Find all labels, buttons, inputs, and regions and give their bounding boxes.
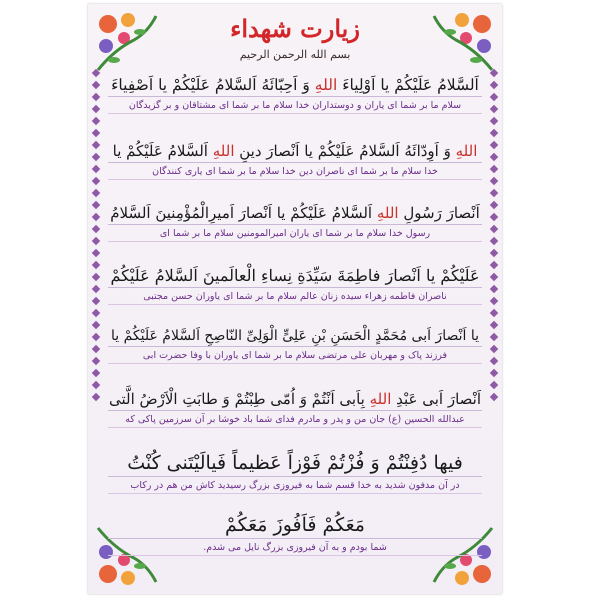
line-divider — [108, 113, 482, 114]
diamond-ornament — [490, 393, 498, 401]
line-divider — [108, 363, 482, 364]
diamond-ornament — [92, 273, 100, 281]
arabic-segment: وَ اَحِبّائَهُ اَلسَّلامُ عَلَیْکُمْ یا اَصْفِیاءَ — [111, 76, 315, 94]
line-divider — [108, 427, 482, 428]
diamond-ornament — [490, 273, 498, 281]
diamond-ornament — [490, 189, 498, 197]
diamond-ornament — [92, 381, 100, 389]
arabic-segment: اَنْصارَ رَسُولِ — [398, 204, 480, 222]
diamond-ornament — [490, 201, 498, 209]
arabic-verse — [108, 266, 482, 288]
right-ornament-border — [488, 64, 500, 534]
diamond-ornament — [490, 117, 498, 125]
divine-name: اللهِ — [376, 204, 399, 222]
diamond-ornament — [92, 369, 100, 377]
diamond-ornament — [92, 93, 100, 101]
divine-name: اللهِ — [455, 142, 478, 160]
diamond-ornament — [490, 141, 498, 149]
diamond-ornament — [92, 393, 100, 401]
diamond-ornament — [92, 297, 100, 305]
diamond-ornament — [92, 153, 100, 161]
diamond-ornament — [92, 129, 100, 137]
diamond-ornament — [490, 225, 498, 233]
arabic-segment: عَلَیْکُمْ یا اَنْصارَ فاطِمَةَ سَیِّدَةِ نِساءِ الْعالَمینَ اَلسَّلامُ عَلَیْکُمْ — [110, 266, 480, 285]
arabic-verse — [108, 452, 482, 477]
persian-translation: ناصران فاطمه زهراء سیده زنان عالم سلام ما بر شما ای یاوران حسن مجتبی — [143, 291, 447, 302]
left-ornament-border — [90, 64, 102, 534]
diamond-ornament — [490, 249, 498, 257]
persian-translation: خدا سلام ما بر شما ای ناصران دین خدا سلام ما بر شما ای یاری کنندگان — [152, 166, 438, 177]
arabic-segment: اَلسَّلامُ عَلَیْکُمْ یا اَوْلِیاءَ — [337, 76, 479, 94]
diamond-ornament — [92, 309, 100, 317]
diamond-ornament — [92, 81, 100, 89]
verse-line — [108, 328, 482, 364]
arabic-segment: وَ اَوِدّائَهُ اَلسَّلامُ عَلَیْکُمْ یا اَنْصارَ دینِ — [234, 142, 456, 160]
arabic-verse — [108, 76, 482, 97]
divine-name: اللهِ — [314, 76, 338, 94]
verse-line — [108, 76, 482, 114]
diamond-ornament — [92, 189, 100, 197]
arabic-segment: اَلسَّلامُ عَلَیْکُمْ یا اَنْصارَ اَمیرِالْمُؤْمِنینَ اَلسَّلامُ — [110, 204, 377, 222]
diamond-ornament — [490, 105, 498, 113]
arabic-segment: اَلسَّلامُ عَلَیْکُمْ یا — [112, 142, 213, 160]
ziyarat-card — [88, 4, 502, 594]
diamond-ornament — [92, 165, 100, 173]
diamond-ornament — [490, 309, 498, 317]
line-divider — [108, 493, 482, 494]
line-divider — [108, 179, 482, 180]
persian-translation: عبدالله الحسین (ع) جان من و پدر و مادرم فدای شما باد خوشا بر آن سرزمین پاکی که — [125, 414, 465, 425]
diamond-ornament — [490, 237, 498, 245]
diamond-ornament — [92, 261, 100, 269]
arabic-verse — [108, 514, 482, 539]
diamond-ornament — [92, 177, 100, 185]
diamond-ornament — [490, 321, 498, 329]
arabic-segment: بِاَبی اَنْتُمْ وَ اُمّی طِبْتُمْ وَ طابَتِ الْاَرْضُ الَّتی — [108, 390, 370, 408]
diamond-ornament — [490, 333, 498, 341]
persian-translation: سلام ما بر شما ای یاران و دوستداران خدا سلام ما بر شما ای مشتاقان و بر گزیدگان — [128, 100, 462, 111]
verse-line — [108, 204, 482, 242]
diamond-ornament — [490, 357, 498, 365]
arabic-segment: فیها دُفِنْتُمْ وَ فُزْتُمْ فَوْزاً عَظیماً فَیالَیْتَنی کُنْتُ — [127, 452, 463, 474]
line-divider — [108, 555, 482, 556]
diamond-ornament — [92, 249, 100, 257]
persian-translation: فرزند پاک و مهربان علی مرتضی سلام ما بر شما ای یاوران با وفا حضرت ابی — [142, 350, 448, 361]
diamond-ornament — [92, 333, 100, 341]
diamond-ornament — [490, 213, 498, 221]
line-divider — [108, 241, 482, 242]
diamond-ornament — [92, 345, 100, 353]
page-title: زیارت شهداء — [230, 14, 360, 43]
diamond-ornament — [490, 285, 498, 293]
diamond-ornament — [92, 105, 100, 113]
arabic-verse — [108, 390, 482, 411]
diamond-ornament — [92, 357, 100, 365]
arabic-segment: یا اَنْصارَ اَبی مُحَمَّدٍ الْحَسَنِ بْنِ عَلِیٍّ الْوَلِیِّ النّاصِحِ اَلسَّلامُ عَلَیْکُمْ یا — [110, 328, 480, 344]
diamond-ornament — [490, 369, 498, 377]
diamond-ornament — [490, 129, 498, 137]
diamond-ornament — [490, 381, 498, 389]
diamond-ornament — [490, 261, 498, 269]
arabic-segment: اَنْصارَ اَبی عَبْدِ — [391, 390, 482, 408]
verse-line — [108, 514, 482, 556]
diamond-ornament — [92, 285, 100, 293]
divine-name: اللهِ — [369, 390, 392, 408]
arabic-verse — [108, 142, 482, 163]
persian-translation: رسول خدا سلام ما بر شما ای یاران امیرالمومنین سلام ما بر شما ای — [159, 228, 431, 239]
diamond-ornament — [92, 117, 100, 125]
diamond-ornament — [490, 93, 498, 101]
diamond-ornament — [92, 213, 100, 221]
diamond-ornament — [490, 165, 498, 173]
verse-line — [108, 452, 482, 494]
diamond-ornament — [490, 177, 498, 185]
arabic-verse — [108, 204, 482, 225]
diamond-ornament — [490, 345, 498, 353]
arabic-verse — [108, 328, 482, 347]
diamond-ornament — [92, 201, 100, 209]
arabic-segment: مَعَکُمْ فَاَفُوزَ مَعَکُمْ — [225, 514, 365, 536]
persian-translation: در آن مدفون شدید به خدا قسم شما به فیروزی بزرگ رسیدید کاش من هم در رکاب — [130, 480, 460, 491]
diamond-ornament — [92, 225, 100, 233]
verse-line — [108, 142, 482, 180]
basmala: بسم الله الرحمن الرحیم — [239, 48, 351, 61]
line-divider — [108, 304, 482, 305]
diamond-ornament — [92, 321, 100, 329]
diamond-ornament — [92, 141, 100, 149]
divine-name: اللهِ — [212, 142, 235, 160]
verse-line — [108, 266, 482, 305]
diamond-ornament — [490, 153, 498, 161]
diamond-ornament — [490, 81, 498, 89]
diamond-ornament — [490, 297, 498, 305]
persian-translation: شما بودم و به آن فیروزی بزرگ نایل می شدم. — [203, 542, 387, 553]
diamond-ornament — [92, 237, 100, 245]
verse-line — [108, 390, 482, 428]
